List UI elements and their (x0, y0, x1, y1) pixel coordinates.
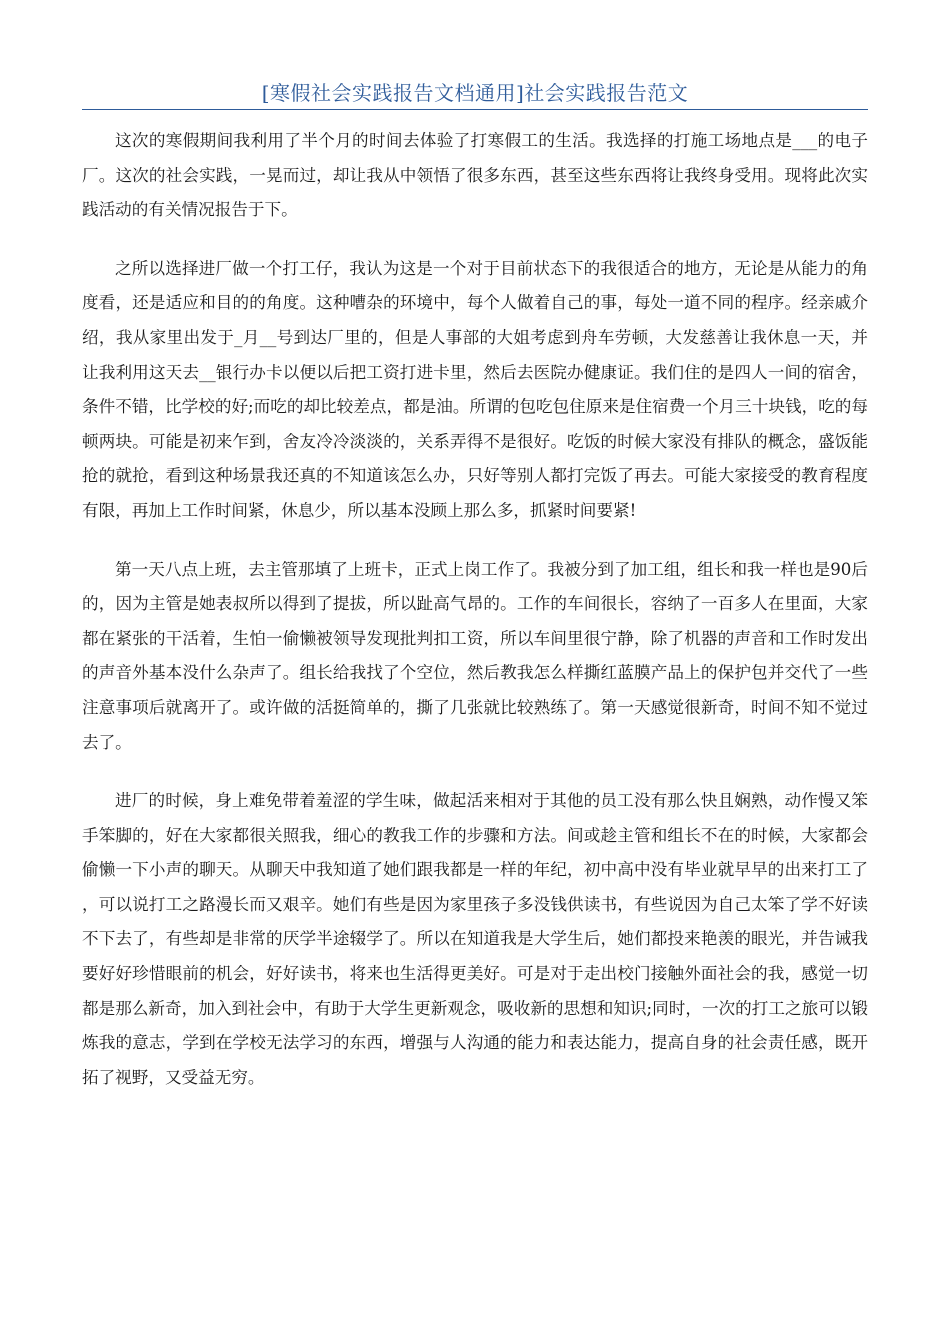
paragraph-intro: 这次的寒假期间我利用了半个月的时间去体验了打寒假工的生活。我选择的打施工场地点是___的电子厂。这次的社会实践，一晃而过，却让我从中领悟了很多东西，甚至这些东西将让我终身受用。现将此次实践活动的有关情况报告于下。 (82, 131, 868, 220)
paragraph-first-day: 第一天八点上班，去主管那填了上班卡，正式上岗工作了。我被分到了加工组，组长和我一样也是90后的，因为主管是她表叔所以得到了提拔，所以趾高气昂的。工作的车间很长，容纳了一百多人在里面，大家都在紧张的干活着，生怕一偷懒被领导发现批判扣工资，所以车间里很宁静，除了机器的声音和工作时发出的声音外基本没什么杂声了。组长给我找了个空位，然后教我怎么样撕红蓝膜产品上的保护包并交代了一些注意事项后就离开了。或许做的活挺简单的，撕了几张就比较熟练了。第一天感觉很新奇，时间不知不觉过去了。 (82, 559, 868, 752)
document-body (82, 124, 868, 1119)
paragraph-reflection: 进厂的时候，身上难免带着羞涩的学生味，做起活来相对于其他的员工没有那么快且娴熟，动作慢又笨手笨脚的，好在大家都很关照我，细心的教我工作的步骤和方法。间或趁主管和组长不在的时候，大家都会偷懒一下小声的聊天。从聊天中我知道了她们跟我都是一样的年纪，初中高中没有毕业就早早的出来打工了，可以说打工之路漫长而又艰辛。她们有些是因为家里孩子多没钱供读书，有些说因为自己太笨了学不好读不下去了，有些却是非常的厌学半途辍学了。所以在知道我是大学生后，她们都投来艳羡的眼光，并告诫我要好好珍惜眼前的机会，好好读书，将来也生活得更美好。可是对于走出校门接触外面社会的我，感觉一切都是那么新奇，加入到社会中，有助于大学生更新观念，吸收新的思想和知识;同时，一次的打工之旅可以锻炼我的意志，学到在学校无法学习的东西，增强与人沟通的能力和表达能力，提高自身的社会责任感，既开拓了视野，又受益无穷。 (82, 791, 868, 1087)
paragraph-reason: 之所以选择进厂做一个打工仔，我认为这是一个对于目前状态下的我很适合的地方，无论是从能力的角度看，还是适应和目的的角度。这种嘈杂的环境中，每个人做着自己的事，每处一道不同的程序。经亲戚介绍，我从家里出发于_月__号到达厂里的，但是人事部的大姐考虑到舟车劳顿，大发慈善让我休息一天，并让我利用这天去__银行办卡以便以后把工资打进卡里，然后去医院办健康证。我们住的是四人一间的宿舍，条件不错，比学校的好;而吃的却比较差点，都是油。所谓的包吃包住原来是住宿费一个月三十块钱，吃的每顿两块。可能是初来乍到，舍友冷冷淡淡的，关系弄得不是很好。吃饭的时候大家没有排队的概念，盛饭能抢的就抢，看到这种场景我还真的不知道该怎么办，只好等别人都打完饭了再去。可能大家接受的教育程度有限，再加上工作时间紧，休息少，所以基本没顾上那么多，抓紧时间要紧! (82, 258, 868, 520)
page-header (82, 79, 868, 110)
document-title: [寒假社会实践报告文档通用]社会实践报告范文 (261, 81, 689, 105)
